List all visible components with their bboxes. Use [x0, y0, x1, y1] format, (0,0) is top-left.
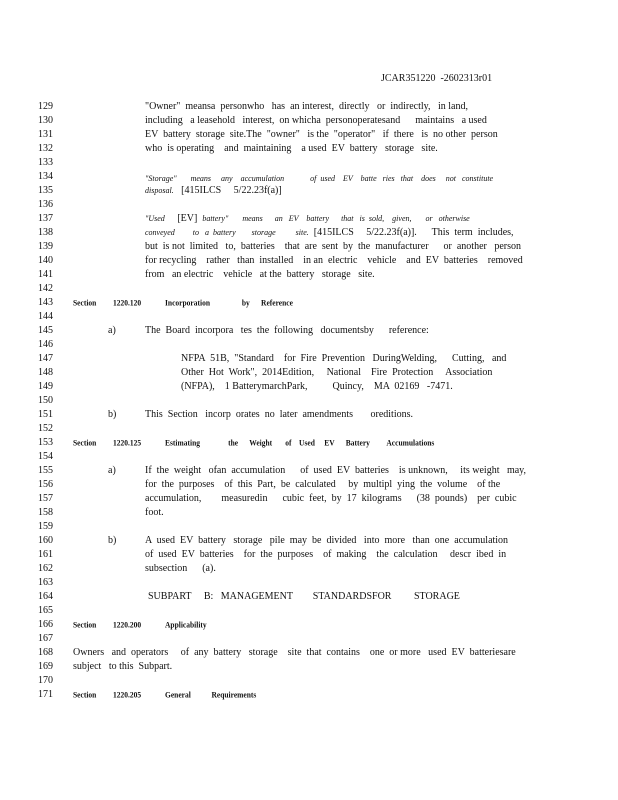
line-number: 165	[38, 605, 53, 616]
line-number: 151	[38, 409, 53, 420]
line-number: 140	[38, 255, 53, 266]
line-number: 169	[38, 661, 53, 672]
item-text-line: foot.	[145, 507, 164, 518]
section-label: Section	[73, 619, 97, 630]
line-number: 135	[38, 185, 53, 196]
document-id: JCAR351220 -2602313r01	[381, 73, 493, 84]
nfpa-reference-line: NFPA 51B, "Standard for Fire Prevention DuringWelding, Cutting, and	[181, 353, 507, 364]
section-number: 1220.200	[113, 619, 142, 630]
storage-definition-line	[145, 184, 282, 198]
line-number: 167	[38, 633, 53, 644]
used-definition-italic: "Used	[145, 214, 165, 223]
section-label: Section	[73, 437, 97, 448]
line-number: 142	[38, 283, 53, 294]
nfpa-reference-line: (NFPA), 1 BatterymarchPark, Quincy, MA 02169 -7471.	[181, 381, 453, 392]
item-text: The Board incorpora tes the following documentsby reference:	[145, 325, 429, 336]
applicability-text-line: Owners and operators of any battery storage site that contains one or more used EV batteriesare	[73, 647, 516, 658]
line-number: 139	[38, 241, 53, 252]
item-marker: a)	[108, 325, 116, 336]
line-number: 160	[38, 535, 53, 546]
line-number: 164	[38, 591, 53, 602]
line-number: 138	[38, 227, 53, 238]
line-number: 134	[38, 171, 53, 182]
used-citation: [415ILCS 5/22.23f(a)]. This term includes,	[308, 227, 514, 238]
section-number: 1220.205	[113, 689, 142, 700]
item-marker: b)	[108, 409, 117, 420]
used-definition-line: but is not limited to, batteries that are sent by the manufacturer or another person	[145, 241, 522, 252]
line-number: 130	[38, 115, 53, 126]
subpart-heading: SUBPART B: MANAGEMENT STANDARDSFOR STORAGE	[148, 591, 460, 602]
section-title: General Requirements	[165, 689, 257, 700]
item-text: This Section incorp orates no later amendments oreditions.	[145, 409, 413, 420]
nfpa-reference-line: Other Hot Work", 2014Edition, National Fire Protection Association	[181, 367, 493, 378]
line-number: 159	[38, 521, 53, 532]
line-number: 137	[38, 213, 53, 224]
used-definition-line	[145, 212, 470, 226]
line-number: 147	[38, 353, 53, 364]
applicability-text-line: subject to this Subpart.	[73, 661, 173, 672]
line-number: 161	[38, 549, 53, 560]
item-text-line: of used EV batteries for the purposes of making the calculation descr ibed in	[145, 549, 507, 560]
used-definition-italic: battery" means an EV battery that is sold, given, or otherwise	[202, 214, 470, 223]
used-definition-bracket: [EV]	[177, 213, 198, 224]
line-number: 143	[38, 297, 53, 308]
item-text-line: for the purposes of this Part, be calculated by multipl ying the volume of the	[145, 479, 501, 490]
item-text-line: accumulation, measuredin cubic feet, by 17 kilograms (38 pounds) per cubic	[145, 493, 517, 504]
line-number: 145	[38, 325, 53, 336]
line-number: 146	[38, 339, 53, 350]
item-marker: a)	[108, 465, 116, 476]
line-number: 131	[38, 129, 53, 140]
line-number: 152	[38, 423, 53, 434]
used-definition-line: for recycling rather than installed in an electric vehicle and EV batteries removed	[145, 255, 523, 266]
section-title: Applicability	[165, 619, 207, 630]
line-number: 155	[38, 465, 53, 476]
line-number: 144	[38, 311, 53, 322]
line-number: 166	[38, 619, 53, 630]
owner-definition-line: EV battery storage site.The "owner" is the "operator" if there is no other person	[145, 129, 498, 140]
section-title: Estimating the Weight of Used EV Battery Accumulations	[165, 437, 435, 448]
section-number: 1220.120	[113, 297, 142, 308]
section-number: 1220.125	[113, 437, 142, 448]
line-number: 148	[38, 367, 53, 378]
line-number: 153	[38, 437, 53, 448]
storage-definition-line: "Storage" means any accumulation of used EV batte ries that does not constitute	[145, 174, 494, 183]
section-label: Section	[73, 689, 97, 700]
line-number: 157	[38, 493, 53, 504]
section-label: Section	[73, 297, 97, 308]
line-number: 162	[38, 563, 53, 574]
storage-citation: [415ILCS 5/22.23f(a)]	[173, 185, 282, 196]
used-definition-line: from an electric vehicle at the battery storage site.	[145, 269, 375, 280]
line-number: 163	[38, 577, 53, 588]
item-marker: b)	[108, 535, 117, 546]
item-text-line: subsection (a).	[145, 563, 216, 574]
item-text-line: If the weight ofan accumulation of used EV batteries is unknown, its weight may,	[145, 465, 527, 476]
line-number: 158	[38, 507, 53, 518]
line-number: 170	[38, 675, 53, 686]
line-number: 132	[38, 143, 53, 154]
line-number: 141	[38, 269, 53, 280]
used-definition-line	[145, 226, 514, 240]
line-number: 129	[38, 101, 53, 112]
used-definition-italic: conveyed to a battery storage site.	[145, 228, 309, 237]
line-number: 171	[38, 689, 53, 700]
line-number: 149	[38, 381, 53, 392]
owner-definition-line: including a leasehold interest, on whicha personoperatesand maintains a used	[145, 115, 487, 126]
storage-definition-italic: disposal.	[145, 186, 174, 195]
item-text-line: A used EV battery storage pile may be divided into more than one accumulation	[145, 535, 509, 546]
line-number: 168	[38, 647, 53, 658]
line-number: 156	[38, 479, 53, 490]
owner-definition-line: who is operating and maintaining a used EV battery storage site.	[145, 143, 438, 154]
line-number: 136	[38, 199, 53, 210]
owner-definition-line: "Owner" meansa personwho has an interest, directly or indirectly, in land,	[145, 101, 468, 112]
line-number: 150	[38, 395, 53, 406]
section-title: Incorporation by Reference	[165, 297, 293, 308]
line-number: 133	[38, 157, 53, 168]
line-number: 154	[38, 451, 53, 462]
